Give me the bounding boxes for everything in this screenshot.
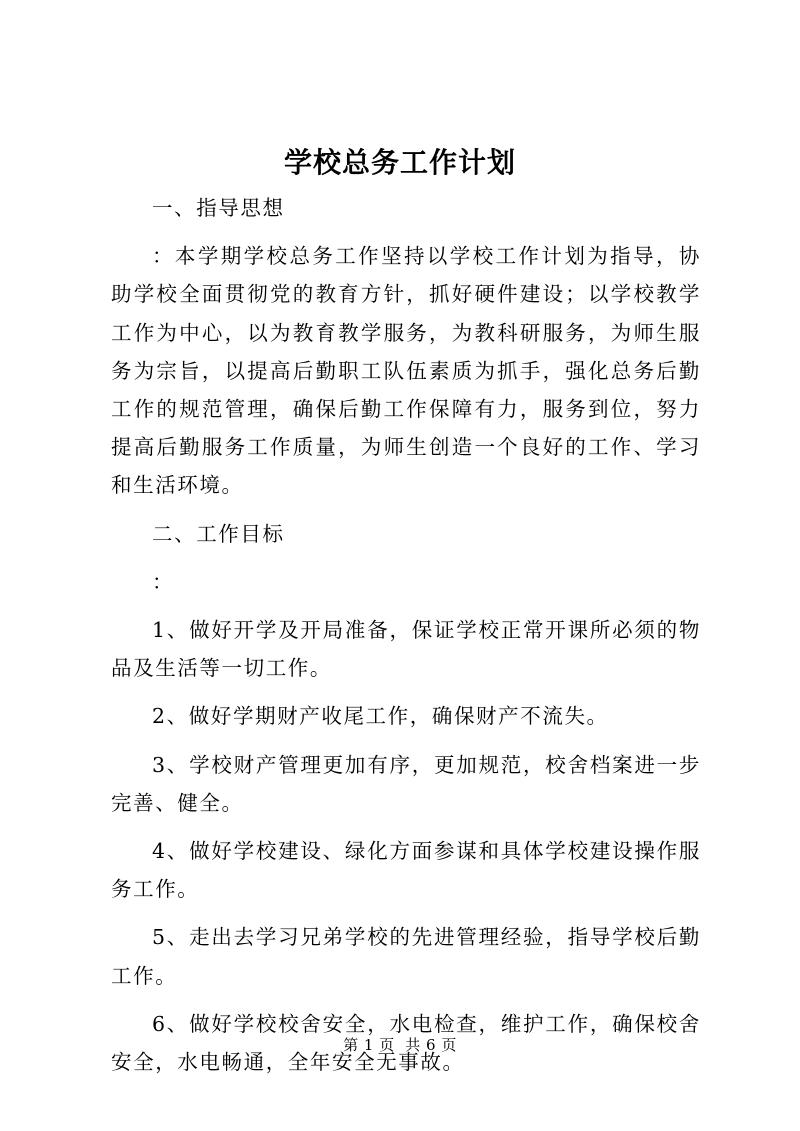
paragraph-gap <box>111 553 701 563</box>
section-heading-goals: 二、工作目标 <box>152 521 285 546</box>
paragraph-gap <box>111 601 701 611</box>
paragraph-gap <box>111 908 701 918</box>
goal-item-6: 6、做好学校校舍安全，水电检查，维护工作，确保校舍安全，水电畅通，全年安全无事故。 <box>111 1011 701 1075</box>
paragraph-gap <box>111 505 701 515</box>
goal-item-3: 3、学校财产管理更加有序，更加规范，校舍档案进一步完善、健全。 <box>111 752 701 815</box>
paragraph-gap <box>111 736 701 746</box>
footer-spacer <box>395 1036 406 1054</box>
page-total: 共 6 页 <box>405 1036 457 1054</box>
section-heading-guiding: 一、指导思想 <box>152 196 285 220</box>
paragraph-gap <box>111 227 701 237</box>
goal-item-4: 4、做好学校建设、绿化方面参谋和具体学校建设操作服务工作。 <box>111 839 701 902</box>
document-body <box>111 189 701 1081</box>
paragraph-gap <box>111 995 701 1005</box>
document-title: 学校总务工作计划 <box>283 146 516 179</box>
page-number: 第 1 页 <box>343 1036 395 1054</box>
goals-colon: ： <box>152 569 175 594</box>
paragraph-gap <box>111 822 701 832</box>
goal-item-1: 1、做好开学及开局准备，保证学校正常开课所必须的物品及生活等一切工作。 <box>111 618 701 681</box>
page-footer <box>0 1034 800 1056</box>
paragraph-gap <box>111 687 701 697</box>
guiding-paragraph: ：本学期学校总务工作坚持以学校工作计划为指导，协助学校全面贯彻党的教育方针，抓好硬件建设；以学校教学工作为中心，以为教育教学服务，为教科研服务，为师生服务为宗旨，以提高后勤职工队伍素质为抓手，强化总务后勤工作的规范管理，确保后勤工作保障有力，服务到位，努力提高后勤服务工作质量，为师生创造一个良好的工作、学习和生活环境。 <box>111 244 701 498</box>
goal-item-5: 5、走出去学习兄弟学校的先进管理经验，指导学校后勤工作。 <box>111 925 701 988</box>
goal-item-2: 2、做好学期财产收尾工作，确保财产不流失。 <box>152 704 609 729</box>
